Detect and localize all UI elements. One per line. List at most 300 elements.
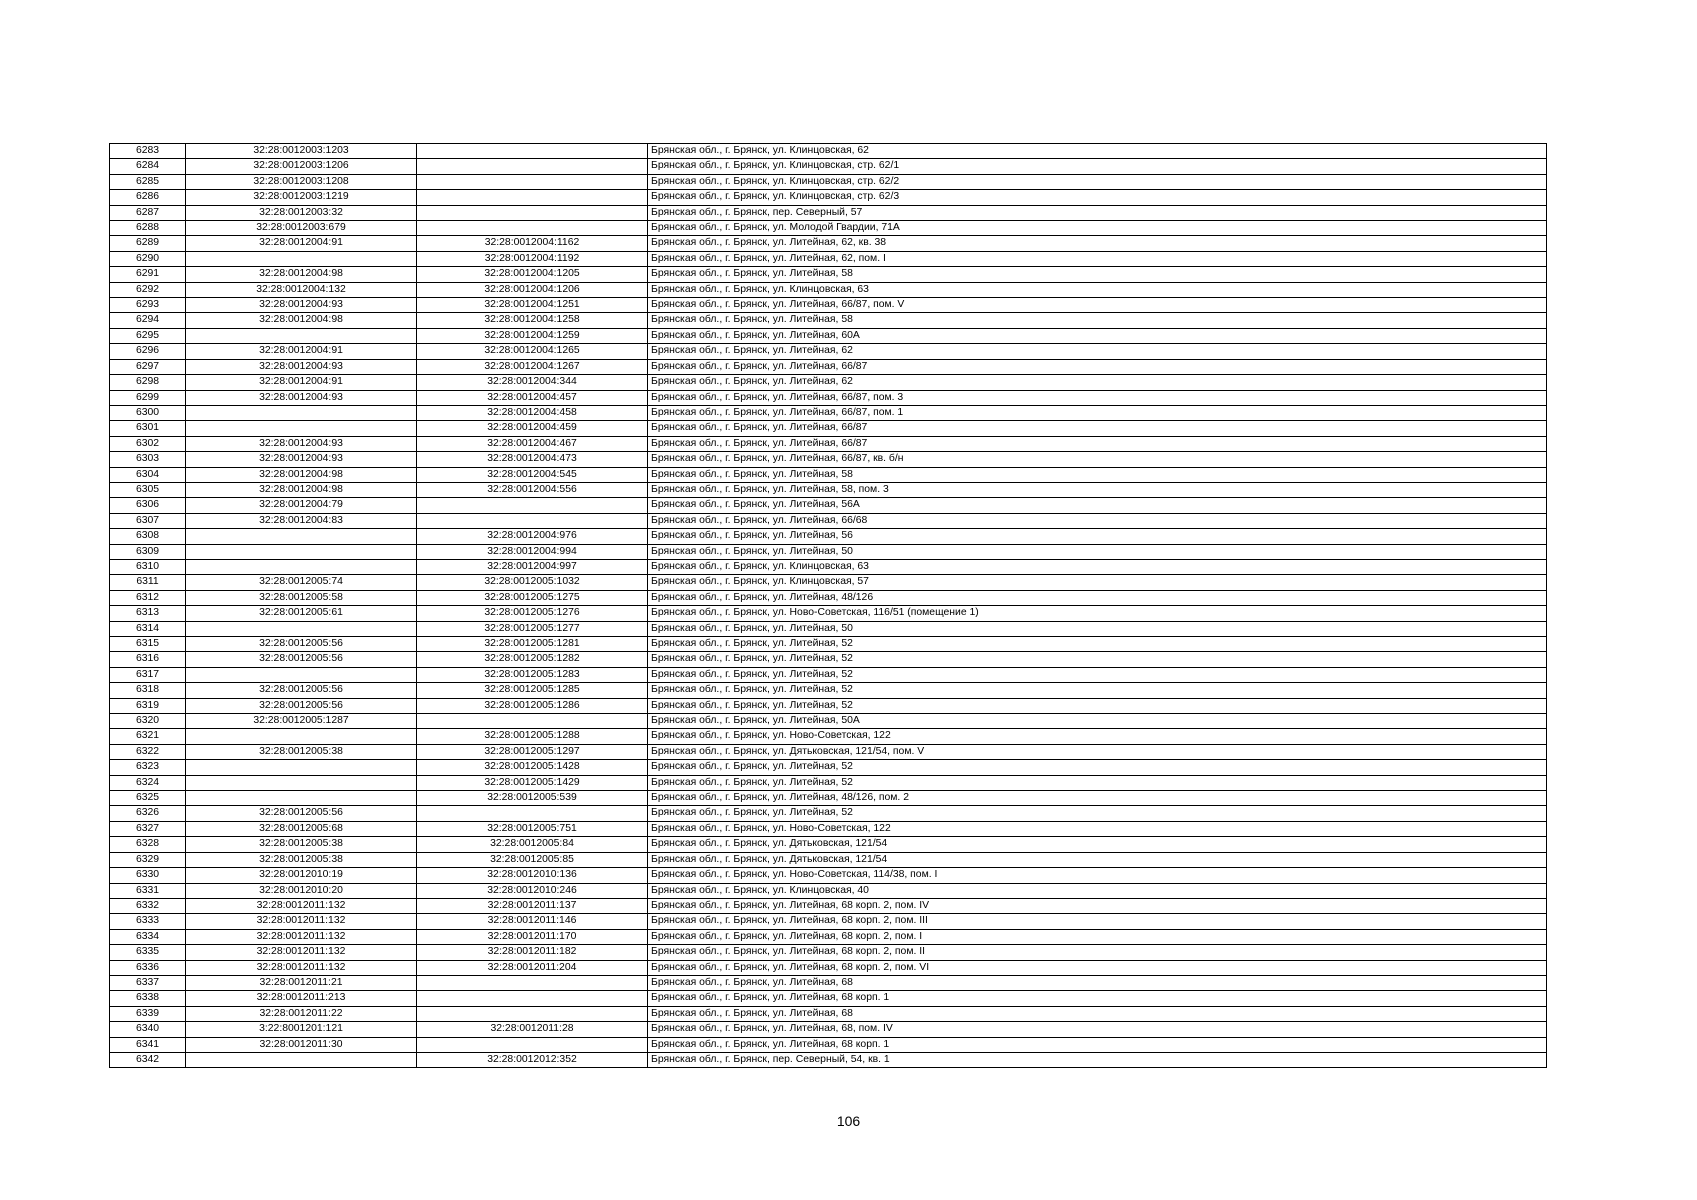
table-row	[110, 883, 1547, 898]
address-cell: Брянская обл., г. Брянск, ул. Литейная, 66/87	[648, 436, 1547, 451]
row-number-cell: 6319	[110, 698, 186, 713]
address-cell: Брянская обл., г. Брянск, ул. Литейная, 68 корп. 1	[648, 991, 1547, 1006]
address-cell: Брянская обл., г. Брянск, ул. Литейная, 50	[648, 544, 1547, 559]
address-cell: Брянская обл., г. Брянск, ул. Молодой Гвардии, 71А	[648, 221, 1547, 236]
land-cadastral-number-cell: 32:28:0012005:56	[186, 683, 417, 698]
row-number-cell: 6302	[110, 436, 186, 451]
object-cadastral-number-cell	[417, 205, 648, 220]
object-cadastral-number-cell: 32:28:0012004:976	[417, 529, 648, 544]
land-cadastral-number-cell: 32:28:0012004:132	[186, 282, 417, 297]
address-cell: Брянская обл., г. Брянск, ул. Клинцовская, 40	[648, 883, 1547, 898]
land-cadastral-number-cell	[186, 544, 417, 559]
object-cadastral-number-cell: 32:28:0012004:994	[417, 544, 648, 559]
address-cell: Брянская обл., г. Брянск, ул. Литейная, 66/87, пом. V	[648, 298, 1547, 313]
address-cell: Брянская обл., г. Брянск, ул. Ново-Советская, 114/38, пом. I	[648, 868, 1547, 883]
land-cadastral-number-cell: 32:28:0012011:213	[186, 991, 417, 1006]
land-cadastral-number-cell: 32:28:0012004:98	[186, 482, 417, 497]
object-cadastral-number-cell: 32:28:0012004:1162	[417, 236, 648, 251]
table-row	[110, 1006, 1547, 1021]
table-row	[110, 868, 1547, 883]
address-cell: Брянская обл., г. Брянск, ул. Литейная, 68	[648, 1006, 1547, 1021]
table-row	[110, 436, 1547, 451]
address-cell: Брянская обл., г. Брянск, ул. Литейная, 62, кв. 38	[648, 236, 1547, 251]
object-cadastral-number-cell: 32:28:0012005:1286	[417, 698, 648, 713]
object-cadastral-number-cell: 32:28:0012004:997	[417, 559, 648, 574]
table-row	[110, 421, 1547, 436]
table-row	[110, 606, 1547, 621]
row-number-cell: 6328	[110, 837, 186, 852]
address-cell: Брянская обл., г. Брянск, ул. Литейная, 66/87	[648, 359, 1547, 374]
address-cell: Брянская обл., г. Брянск, ул. Литейная, 58	[648, 467, 1547, 482]
land-cadastral-number-cell: 32:28:0012003:679	[186, 221, 417, 236]
row-number-cell: 6298	[110, 375, 186, 390]
row-number-cell: 6295	[110, 328, 186, 343]
table-row	[110, 282, 1547, 297]
object-cadastral-number-cell: 32:28:0012005:1282	[417, 652, 648, 667]
object-cadastral-number-cell: 32:28:0012005:1288	[417, 729, 648, 744]
table-row	[110, 760, 1547, 775]
row-number-cell: 6283	[110, 144, 186, 159]
land-cadastral-number-cell: 32:28:0012005:38	[186, 852, 417, 867]
land-cadastral-number-cell	[186, 559, 417, 574]
land-cadastral-number-cell	[186, 405, 417, 420]
object-cadastral-number-cell: 32:28:0012011:146	[417, 914, 648, 929]
object-cadastral-number-cell	[417, 991, 648, 1006]
land-cadastral-number-cell: 32:28:0012005:74	[186, 575, 417, 590]
address-cell: Брянская обл., г. Брянск, ул. Литейная, 68	[648, 975, 1547, 990]
address-cell: Брянская обл., г. Брянск, ул. Литейная, 68 корп. 2, пом. VI	[648, 960, 1547, 975]
land-cadastral-number-cell: 32:28:0012003:1206	[186, 159, 417, 174]
address-cell: Брянская обл., г. Брянск, ул. Дятьковская, 121/54, пом. V	[648, 744, 1547, 759]
row-number-cell: 6304	[110, 467, 186, 482]
object-cadastral-number-cell: 32:28:0012004:556	[417, 482, 648, 497]
object-cadastral-number-cell: 32:28:0012004:467	[417, 436, 648, 451]
row-number-cell: 6326	[110, 806, 186, 821]
table-row	[110, 144, 1547, 159]
land-cadastral-number-cell	[186, 421, 417, 436]
address-cell: Брянская обл., г. Брянск, ул. Клинцовская, 63	[648, 559, 1547, 574]
object-cadastral-number-cell: 32:28:0012012:352	[417, 1052, 648, 1067]
object-cadastral-number-cell: 32:28:0012005:1297	[417, 744, 648, 759]
table-row	[110, 637, 1547, 652]
row-number-cell: 6289	[110, 236, 186, 251]
table-row	[110, 914, 1547, 929]
table-row	[110, 267, 1547, 282]
object-cadastral-number-cell: 32:28:0012004:1267	[417, 359, 648, 374]
row-number-cell: 6306	[110, 498, 186, 513]
land-cadastral-number-cell: 32:28:0012005:38	[186, 837, 417, 852]
address-cell: Брянская обл., г. Брянск, ул. Литейная, 60А	[648, 328, 1547, 343]
object-cadastral-number-cell: 32:28:0012005:751	[417, 821, 648, 836]
land-cadastral-number-cell: 32:28:0012011:132	[186, 960, 417, 975]
object-cadastral-number-cell: 32:28:0012011:204	[417, 960, 648, 975]
land-cadastral-number-cell	[186, 760, 417, 775]
address-cell: Брянская обл., г. Брянск, ул. Клинцовская, 63	[648, 282, 1547, 297]
land-cadastral-number-cell: 32:28:0012004:83	[186, 513, 417, 528]
object-cadastral-number-cell: 32:28:0012004:459	[417, 421, 648, 436]
table-row	[110, 467, 1547, 482]
address-cell: Брянская обл., г. Брянск, ул. Литейная, 50	[648, 621, 1547, 636]
object-cadastral-number-cell: 32:28:0012005:85	[417, 852, 648, 867]
land-cadastral-number-cell: 32:28:0012004:93	[186, 359, 417, 374]
object-cadastral-number-cell: 32:28:0012005:1429	[417, 775, 648, 790]
address-cell: Брянская обл., г. Брянск, ул. Литейная, 56	[648, 529, 1547, 544]
row-number-cell: 6327	[110, 821, 186, 836]
object-cadastral-number-cell	[417, 159, 648, 174]
table-row	[110, 328, 1547, 343]
address-cell: Брянская обл., г. Брянск, ул. Литейная, 68 корп. 1	[648, 1037, 1547, 1052]
land-cadastral-number-cell: 32:28:0012011:22	[186, 1006, 417, 1021]
object-cadastral-number-cell: 32:28:0012011:182	[417, 945, 648, 960]
address-cell: Брянская обл., г. Брянск, ул. Литейная, 68 корп. 2, пом. III	[648, 914, 1547, 929]
object-cadastral-number-cell: 32:28:0012004:545	[417, 467, 648, 482]
table-row	[110, 898, 1547, 913]
row-number-cell: 6293	[110, 298, 186, 313]
land-cadastral-number-cell: 32:28:0012005:58	[186, 590, 417, 605]
address-cell: Брянская обл., г. Брянск, ул. Литейная, 52	[648, 775, 1547, 790]
table-row	[110, 1052, 1547, 1067]
row-number-cell: 6294	[110, 313, 186, 328]
address-cell: Брянская обл., г. Брянск, ул. Литейная, 66/68	[648, 513, 1547, 528]
table-row	[110, 714, 1547, 729]
row-number-cell: 6290	[110, 251, 186, 266]
address-cell: Брянская обл., г. Брянск, ул. Дятьковская, 121/54	[648, 852, 1547, 867]
registry-table-body	[110, 144, 1547, 1068]
table-row	[110, 205, 1547, 220]
row-number-cell: 6320	[110, 714, 186, 729]
table-row	[110, 359, 1547, 374]
object-cadastral-number-cell: 32:28:0012004:1251	[417, 298, 648, 313]
land-cadastral-number-cell	[186, 775, 417, 790]
table-row	[110, 821, 1547, 836]
table-row	[110, 390, 1547, 405]
row-number-cell: 6308	[110, 529, 186, 544]
land-cadastral-number-cell: 32:28:0012005:61	[186, 606, 417, 621]
object-cadastral-number-cell: 32:28:0012005:1277	[417, 621, 648, 636]
table-row	[110, 513, 1547, 528]
address-cell: Брянская обл., г. Брянск, ул. Литейная, 66/87, кв. б/н	[648, 452, 1547, 467]
land-cadastral-number-cell: 32:28:0012004:93	[186, 436, 417, 451]
object-cadastral-number-cell	[417, 174, 648, 189]
object-cadastral-number-cell: 32:28:0012005:1285	[417, 683, 648, 698]
table-row	[110, 852, 1547, 867]
object-cadastral-number-cell: 32:28:0012004:1265	[417, 344, 648, 359]
land-cadastral-number-cell: 32:28:0012003:1219	[186, 190, 417, 205]
land-cadastral-number-cell: 32:28:0012005:56	[186, 698, 417, 713]
row-number-cell: 6318	[110, 683, 186, 698]
address-cell: Брянская обл., г. Брянск, ул. Литейная, 68, пом. IV	[648, 1022, 1547, 1037]
row-number-cell: 6337	[110, 975, 186, 990]
address-cell: Брянская обл., г. Брянск, ул. Клинцовская, стр. 62/3	[648, 190, 1547, 205]
row-number-cell: 6333	[110, 914, 186, 929]
table-row	[110, 837, 1547, 852]
address-cell: Брянская обл., г. Брянск, ул. Литейная, 62, пом. I	[648, 251, 1547, 266]
table-row	[110, 344, 1547, 359]
land-cadastral-number-cell: 32:28:0012005:56	[186, 652, 417, 667]
address-cell: Брянская обл., г. Брянск, ул. Литейная, 58, пом. 3	[648, 482, 1547, 497]
row-number-cell: 6311	[110, 575, 186, 590]
row-number-cell: 6340	[110, 1022, 186, 1037]
land-cadastral-number-cell: 32:28:0012011:30	[186, 1037, 417, 1052]
address-cell: Брянская обл., г. Брянск, ул. Ново-Советская, 116/51 (помещение 1)	[648, 606, 1547, 621]
row-number-cell: 6317	[110, 667, 186, 682]
address-cell: Брянская обл., г. Брянск, ул. Литейная, 56А	[648, 498, 1547, 513]
row-number-cell: 6324	[110, 775, 186, 790]
object-cadastral-number-cell	[417, 806, 648, 821]
row-number-cell: 6323	[110, 760, 186, 775]
row-number-cell: 6314	[110, 621, 186, 636]
object-cadastral-number-cell: 32:28:0012005:1032	[417, 575, 648, 590]
table-row	[110, 251, 1547, 266]
row-number-cell: 6342	[110, 1052, 186, 1067]
row-number-cell: 6286	[110, 190, 186, 205]
table-row	[110, 652, 1547, 667]
land-cadastral-number-cell: 32:28:0012011:21	[186, 975, 417, 990]
land-cadastral-number-cell: 32:28:0012011:132	[186, 914, 417, 929]
row-number-cell: 6335	[110, 945, 186, 960]
table-row	[110, 544, 1547, 559]
land-cadastral-number-cell	[186, 328, 417, 343]
table-row	[110, 1037, 1547, 1052]
object-cadastral-number-cell	[417, 975, 648, 990]
land-cadastral-number-cell: 32:28:0012004:93	[186, 390, 417, 405]
object-cadastral-number-cell	[417, 714, 648, 729]
row-number-cell: 6330	[110, 868, 186, 883]
table-row	[110, 221, 1547, 236]
address-cell: Брянская обл., г. Брянск, ул. Литейная, 68 корп. 2, пом. II	[648, 945, 1547, 960]
row-number-cell: 6316	[110, 652, 186, 667]
address-cell: Брянская обл., г. Брянск, ул. Клинцовская, стр. 62/2	[648, 174, 1547, 189]
table-row	[110, 575, 1547, 590]
registry-table	[109, 143, 1547, 1068]
row-number-cell: 6296	[110, 344, 186, 359]
address-cell: Брянская обл., г. Брянск, ул. Литейная, 52	[648, 806, 1547, 821]
row-number-cell: 6300	[110, 405, 186, 420]
object-cadastral-number-cell: 32:28:0012005:84	[417, 837, 648, 852]
row-number-cell: 6309	[110, 544, 186, 559]
address-cell: Брянская обл., г. Брянск, ул. Клинцовская, 57	[648, 575, 1547, 590]
address-cell: Брянская обл., г. Брянск, ул. Литейная, 52	[648, 637, 1547, 652]
page-number: 106	[836, 1113, 861, 1129]
land-cadastral-number-cell	[186, 729, 417, 744]
land-cadastral-number-cell	[186, 621, 417, 636]
land-cadastral-number-cell: 32:28:0012004:91	[186, 236, 417, 251]
object-cadastral-number-cell	[417, 221, 648, 236]
table-row	[110, 298, 1547, 313]
land-cadastral-number-cell: 32:28:0012005:56	[186, 806, 417, 821]
land-cadastral-number-cell: 32:28:0012005:1287	[186, 714, 417, 729]
object-cadastral-number-cell: 32:28:0012004:344	[417, 375, 648, 390]
land-cadastral-number-cell: 32:28:0012004:98	[186, 467, 417, 482]
address-cell: Брянская обл., г. Брянск, ул. Литейная, 66/87, пом. 3	[648, 390, 1547, 405]
object-cadastral-number-cell: 32:28:0012004:1259	[417, 328, 648, 343]
row-number-cell: 6321	[110, 729, 186, 744]
object-cadastral-number-cell: 32:28:0012004:1205	[417, 267, 648, 282]
land-cadastral-number-cell: 32:28:0012003:32	[186, 205, 417, 220]
row-number-cell: 6313	[110, 606, 186, 621]
row-number-cell: 6331	[110, 883, 186, 898]
land-cadastral-number-cell: 32:28:0012010:20	[186, 883, 417, 898]
object-cadastral-number-cell	[417, 498, 648, 513]
row-number-cell: 6322	[110, 744, 186, 759]
table-row	[110, 529, 1547, 544]
land-cadastral-number-cell: 3:22:8001201:121	[186, 1022, 417, 1037]
table-row	[110, 945, 1547, 960]
row-number-cell: 6329	[110, 852, 186, 867]
address-cell: Брянская обл., г. Брянск, ул. Дятьковская, 121/54	[648, 837, 1547, 852]
address-cell: Брянская обл., г. Брянск, ул. Ново-Советская, 122	[648, 821, 1547, 836]
row-number-cell: 6299	[110, 390, 186, 405]
table-row	[110, 559, 1547, 574]
land-cadastral-number-cell: 32:28:0012005:68	[186, 821, 417, 836]
row-number-cell: 6341	[110, 1037, 186, 1052]
row-number-cell: 6305	[110, 482, 186, 497]
object-cadastral-number-cell: 32:28:0012004:1192	[417, 251, 648, 266]
address-cell: Брянская обл., г. Брянск, ул. Ново-Советская, 122	[648, 729, 1547, 744]
row-number-cell: 6310	[110, 559, 186, 574]
object-cadastral-number-cell: 32:28:0012011:28	[417, 1022, 648, 1037]
table-row	[110, 236, 1547, 251]
address-cell: Брянская обл., г. Брянск, ул. Литейная, 50А	[648, 714, 1547, 729]
row-number-cell: 6292	[110, 282, 186, 297]
address-cell: Брянская обл., г. Брянск, ул. Литейная, 48/126, пом. 2	[648, 791, 1547, 806]
land-cadastral-number-cell: 32:28:0012004:98	[186, 313, 417, 328]
table-row	[110, 775, 1547, 790]
row-number-cell: 6291	[110, 267, 186, 282]
address-cell: Брянская обл., г. Брянск, ул. Литейная, 62	[648, 375, 1547, 390]
object-cadastral-number-cell: 32:28:0012010:246	[417, 883, 648, 898]
table-row	[110, 313, 1547, 328]
address-cell: Брянская обл., г. Брянск, ул. Литейная, 68 корп. 2, пом. I	[648, 929, 1547, 944]
address-cell: Брянская обл., г. Брянск, ул. Клинцовская, 62	[648, 144, 1547, 159]
table-row	[110, 190, 1547, 205]
row-number-cell: 6301	[110, 421, 186, 436]
address-cell: Брянская обл., г. Брянск, ул. Клинцовская, стр. 62/1	[648, 159, 1547, 174]
land-cadastral-number-cell: 32:28:0012004:98	[186, 267, 417, 282]
address-cell: Брянская обл., г. Брянск, ул. Литейная, 52	[648, 683, 1547, 698]
land-cadastral-number-cell: 32:28:0012004:93	[186, 298, 417, 313]
row-number-cell: 6287	[110, 205, 186, 220]
table-row	[110, 698, 1547, 713]
table-row	[110, 729, 1547, 744]
row-number-cell: 6339	[110, 1006, 186, 1021]
table-row	[110, 1022, 1547, 1037]
address-cell: Брянская обл., г. Брянск, пер. Северный, 57	[648, 205, 1547, 220]
land-cadastral-number-cell: 32:28:0012010:19	[186, 868, 417, 883]
land-cadastral-number-cell	[186, 251, 417, 266]
table-row	[110, 960, 1547, 975]
table-row	[110, 929, 1547, 944]
object-cadastral-number-cell: 32:28:0012011:137	[417, 898, 648, 913]
land-cadastral-number-cell: 32:28:0012011:132	[186, 945, 417, 960]
land-cadastral-number-cell: 32:28:0012003:1208	[186, 174, 417, 189]
table-row	[110, 667, 1547, 682]
object-cadastral-number-cell	[417, 513, 648, 528]
object-cadastral-number-cell: 32:28:0012004:457	[417, 390, 648, 405]
object-cadastral-number-cell: 32:28:0012005:539	[417, 791, 648, 806]
land-cadastral-number-cell: 32:28:0012011:132	[186, 929, 417, 944]
row-number-cell: 6336	[110, 960, 186, 975]
row-number-cell: 6303	[110, 452, 186, 467]
address-cell: Брянская обл., г. Брянск, ул. Литейная, 58	[648, 313, 1547, 328]
land-cadastral-number-cell: 32:28:0012011:132	[186, 898, 417, 913]
table-row	[110, 159, 1547, 174]
address-cell: Брянская обл., г. Брянск, ул. Литейная, 52	[648, 760, 1547, 775]
land-cadastral-number-cell: 32:28:0012004:93	[186, 452, 417, 467]
address-cell: Брянская обл., г. Брянск, ул. Литейная, 62	[648, 344, 1547, 359]
row-number-cell: 6297	[110, 359, 186, 374]
land-cadastral-number-cell	[186, 667, 417, 682]
object-cadastral-number-cell	[417, 144, 648, 159]
table-row	[110, 375, 1547, 390]
land-cadastral-number-cell: 32:28:0012003:1203	[186, 144, 417, 159]
row-number-cell: 6307	[110, 513, 186, 528]
row-number-cell: 6312	[110, 590, 186, 605]
land-cadastral-number-cell	[186, 1052, 417, 1067]
row-number-cell: 6284	[110, 159, 186, 174]
land-cadastral-number-cell: 32:28:0012005:38	[186, 744, 417, 759]
object-cadastral-number-cell: 32:28:0012005:1276	[417, 606, 648, 621]
table-row	[110, 683, 1547, 698]
land-cadastral-number-cell	[186, 529, 417, 544]
address-cell: Брянская обл., г. Брянск, ул. Литейная, 52	[648, 698, 1547, 713]
address-cell: Брянская обл., г. Брянск, ул. Литейная, 52	[648, 652, 1547, 667]
object-cadastral-number-cell: 32:28:0012004:458	[417, 405, 648, 420]
address-cell: Брянская обл., г. Брянск, ул. Литейная, 48/126	[648, 590, 1547, 605]
object-cadastral-number-cell: 32:28:0012005:1281	[417, 637, 648, 652]
table-row	[110, 791, 1547, 806]
row-number-cell: 6334	[110, 929, 186, 944]
row-number-cell: 6338	[110, 991, 186, 1006]
address-cell: Брянская обл., г. Брянск, пер. Северный, 54, кв. 1	[648, 1052, 1547, 1067]
object-cadastral-number-cell: 32:28:0012004:1206	[417, 282, 648, 297]
land-cadastral-number-cell: 32:28:0012004:79	[186, 498, 417, 513]
object-cadastral-number-cell	[417, 190, 648, 205]
land-cadastral-number-cell: 32:28:0012004:91	[186, 375, 417, 390]
object-cadastral-number-cell: 32:28:0012004:1258	[417, 313, 648, 328]
object-cadastral-number-cell: 32:28:0012010:136	[417, 868, 648, 883]
address-cell: Брянская обл., г. Брянск, ул. Литейная, 58	[648, 267, 1547, 282]
row-number-cell: 6288	[110, 221, 186, 236]
table-row	[110, 498, 1547, 513]
table-row	[110, 975, 1547, 990]
land-cadastral-number-cell	[186, 791, 417, 806]
row-number-cell: 6285	[110, 174, 186, 189]
table-row	[110, 482, 1547, 497]
object-cadastral-number-cell: 32:28:0012011:170	[417, 929, 648, 944]
address-cell: Брянская обл., г. Брянск, ул. Литейная, 52	[648, 667, 1547, 682]
object-cadastral-number-cell: 32:28:0012004:473	[417, 452, 648, 467]
table-row	[110, 452, 1547, 467]
table-row	[110, 744, 1547, 759]
table-row	[110, 405, 1547, 420]
address-cell: Брянская обл., г. Брянск, ул. Литейная, 66/87, пом. 1	[648, 405, 1547, 420]
row-number-cell: 6325	[110, 791, 186, 806]
table-row	[110, 806, 1547, 821]
table-row	[110, 991, 1547, 1006]
address-cell: Брянская обл., г. Брянск, ул. Литейная, 66/87	[648, 421, 1547, 436]
table-row	[110, 590, 1547, 605]
row-number-cell: 6332	[110, 898, 186, 913]
object-cadastral-number-cell: 32:28:0012005:1275	[417, 590, 648, 605]
address-cell: Брянская обл., г. Брянск, ул. Литейная, 68 корп. 2, пом. IV	[648, 898, 1547, 913]
object-cadastral-number-cell: 32:28:0012005:1283	[417, 667, 648, 682]
row-number-cell: 6315	[110, 637, 186, 652]
land-cadastral-number-cell: 32:28:0012005:56	[186, 637, 417, 652]
table-row	[110, 174, 1547, 189]
object-cadastral-number-cell: 32:28:0012005:1428	[417, 760, 648, 775]
table-row	[110, 621, 1547, 636]
